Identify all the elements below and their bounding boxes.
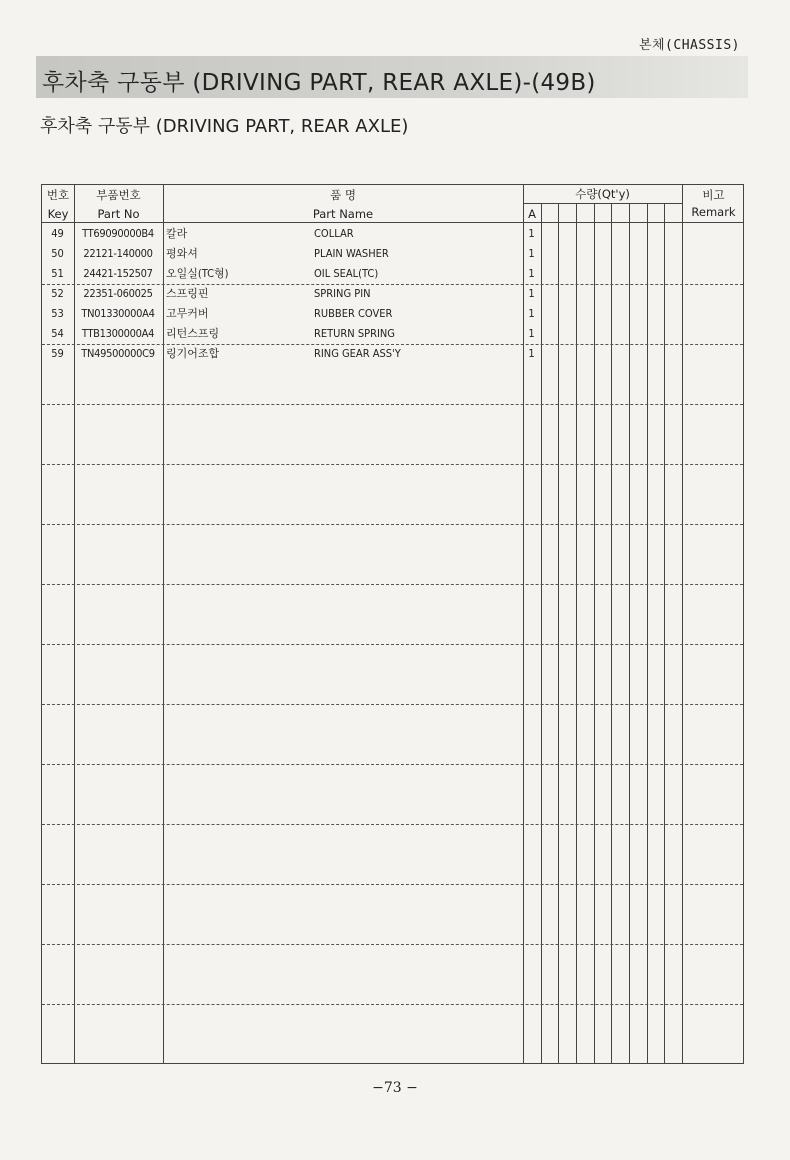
qty-header-line (523, 203, 682, 204)
row-qty: 1 (528, 227, 535, 240)
header-partno-eng: Part No (97, 207, 140, 221)
row-qty: 1 (528, 267, 535, 280)
header-key (42, 188, 74, 221)
row-name-eng: RING GEAR ASS'Y (314, 347, 401, 360)
table-row (42, 264, 745, 284)
row-name-kor: 리턴스프링 (166, 327, 220, 340)
row-part-no: TN01330000A4 (81, 307, 155, 320)
table-row (42, 284, 745, 304)
row-qty: 1 (528, 347, 535, 360)
header-name-kor: 품 명 (330, 188, 356, 202)
header-qty-a: A (528, 207, 536, 221)
page-number: −73 − (372, 1080, 418, 1096)
row-qty: 1 (528, 327, 535, 340)
row-group-divider (42, 764, 743, 765)
header-remark-kor: 비고 (702, 188, 725, 202)
table-row (42, 324, 745, 344)
row-part-no: TN49500000C9 (81, 347, 155, 360)
row-group-divider (42, 884, 743, 885)
row-group-divider (42, 824, 743, 825)
row-qty: 1 (528, 307, 535, 320)
row-key: 50 (51, 247, 64, 260)
row-qty: 1 (528, 247, 535, 260)
parts-table (41, 184, 744, 1064)
row-part-no: 22351-060025 (83, 287, 153, 300)
header-remark (682, 188, 745, 219)
table-row (42, 304, 745, 324)
banner-title: 후차축 구동부 (DRIVING PART, REAR AXLE)-(49B) (42, 70, 596, 96)
row-group-divider (42, 524, 743, 525)
header-remark-eng: Remark (691, 205, 736, 219)
page-subtitle: 후차축 구동부 (DRIVING PART, REAR AXLE) (40, 116, 409, 137)
row-name-kor: 링기어조합 (166, 347, 220, 360)
header-partno (74, 188, 163, 221)
row-key: 53 (51, 307, 64, 320)
header-name-eng: Part Name (312, 207, 374, 221)
row-name-kor: 칼라 (166, 227, 188, 240)
row-group-divider (42, 584, 743, 585)
title-banner (36, 56, 748, 98)
row-name-eng: OIL SEAL(TC) (314, 267, 379, 280)
row-group-divider (42, 404, 743, 405)
row-name-kor: 고무커버 (166, 307, 209, 320)
row-key: 54 (51, 327, 64, 340)
header-key-eng: Key (47, 207, 69, 221)
row-group-divider (42, 944, 743, 945)
row-part-no: TTB1300000A4 (81, 327, 155, 340)
table-row (42, 344, 745, 364)
header-qty: 수량(Qt'y) (575, 187, 630, 201)
table-row (42, 224, 745, 244)
row-group-divider (42, 464, 743, 465)
row-name-eng: RETURN SPRING (314, 327, 395, 340)
row-key: 49 (51, 227, 64, 240)
table-row (42, 244, 745, 264)
row-group-divider (42, 644, 743, 645)
header-key-kor: 번호 (46, 188, 70, 202)
row-name-kor: 스프링핀 (166, 287, 209, 300)
row-group-divider (42, 704, 743, 705)
section-label: 본체(CHASSIS) (638, 38, 740, 53)
row-qty: 1 (528, 287, 535, 300)
row-name-eng: RUBBER COVER (314, 307, 393, 320)
row-part-no: 22121-140000 (83, 247, 153, 260)
header-name (163, 188, 523, 221)
header-partno-kor: 부품번호 (96, 188, 141, 202)
header-line (42, 222, 743, 223)
row-name-eng: SPRING PIN (314, 287, 371, 300)
row-key: 52 (51, 287, 64, 300)
row-name-kor: 오일실(TC형) (166, 267, 229, 280)
row-name-kor: 평와셔 (166, 247, 198, 260)
row-key: 59 (51, 347, 64, 360)
row-name-eng: PLAIN WASHER (314, 247, 389, 260)
row-key: 51 (51, 267, 64, 280)
row-group-divider (42, 1004, 743, 1005)
row-part-no: TT69090000B4 (82, 227, 154, 240)
row-part-no: 24421-152507 (83, 267, 153, 280)
row-name-eng: COLLAR (314, 227, 354, 240)
